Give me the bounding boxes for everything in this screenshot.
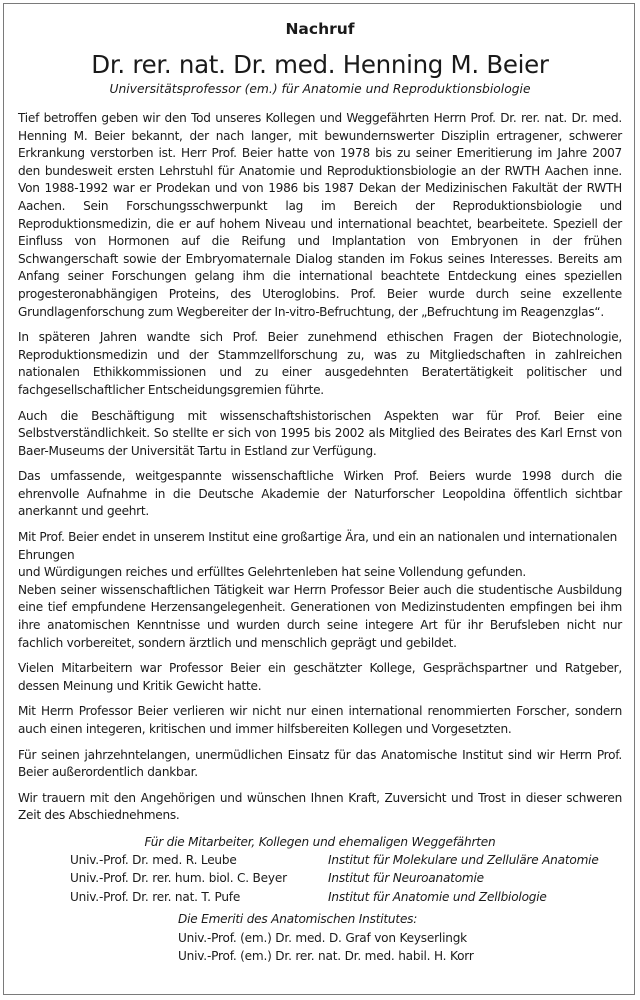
emeritus-name: Univ.-Prof. (em.) Dr. rer. nat. Dr. med. habil. H. Korr [178,949,474,963]
paragraph-era-part2: und Würdigungen reiches und erfülltes Gelehrtenleben hat seine Vollendung gefunden. [18,565,527,580]
obituary-frame [3,3,635,995]
paragraph-teaching: Neben seiner wissenschaftlichen Tätigkeit war Herrn Professor Beier auch die studentische Ausbildung eine tief empfundene Herzensangelegenheit. Generationen von Medizinstudenten empfingen bei ihm ihre anatomischen Kenntnisse und wurden durch seine integere Art für ihr Berufsleben nicht nur fachlich vorbereitet, sondern ärztlich und menschlich geprägt und gebildet. [18,582,622,650]
emeritus-name: Univ.-Prof. (em.) Dr. med. D. Graf von Keyserlingk [178,930,467,945]
paragraph-leopoldina: Das umfassende, weitgespannte wissenschaftliche Wirken Prof. Beiers wurde 1998 durch die ehrenvolle Aufnahme in die Deutsche Akademie der Naturforscher Leopoldina öffentlich sichtbar anerkannt und geehrt. [18,469,622,519]
signatory-institute: Institut für Neuroanatomie [328,871,484,886]
signatory-name: Univ.-Prof. Dr. rer. nat. T. Pufe [70,889,241,904]
paragraph-career: Tief betroffen geben wir den Tod unseres Kollegen und Weggefährten Herrn Prof. Dr. rer. nat. Dr. med. Henning M. Beier bekannt, der nach langer, mit bewundernswerter Disziplin ertragener, schwerer Erkrankung verstorben ist. Herr Prof. Beier hatte von 1978 bis zu seiner Emeritierung im Jahre 2007 den bundesweit ersten Lehrstuhl für Anatomie und Reproduktionsbiologie an der RWTH Aachen inne. Von 1988-1992 war er Prodekan und von 1986 bis 1987 Dekan der Medizinischen Fakultät der RWTH Aachen. Sein Forschungsschwerpunkt lag im Bereich der Reproduktionsbiologie und Reproduktionsmedizin, die er auf hohem Niveau und international beachtet, bearbeitete. Speziell der Einfluss von Hormonen auf die Reifung und Implantation von Embryonen in der frühen Schwangerschaft sowie der Embryomaternale Dialog standen im Fokus seines Interesses. Bereits am Anfang seiner Forschungen gelang ihm die international beachtete Entdeckung eines speziellen progesteronabhängigen Proteins, des Uteroglobins. Prof. Beier wurde durch seine exzellente Grundlagenforschung zum Wegbereiter der In-vitro-Befruchtung, der „Befruchtung im Reagenzglas“. [18,111,622,319]
signatures-intro: Für die Mitarbeiter, Kollegen und ehemaligen Weggefährten [144,834,496,849]
signatory-institute: Institut für Molekulare und Zelluläre Anatomie [328,852,599,867]
signatures-list [18,851,622,906]
signature-row [18,869,622,887]
obituary-body [18,110,622,825]
paragraph-ethics: In späteren Jahren wandte sich Prof. Beier zunehmend ethischen Fragen der Biotechnologie, Reproduktionsmedizin und der Stammzellforschung zu, was zu Mitgliedschaften in zahlreichen nationalen Ethikkommissionen und zu einer ausgedehnten Beratertätigkeit politischer und fachgesellschaftlicher Entscheidungsgremien führte. [18,330,622,397]
paragraph-condolence: Wir trauern mit den Angehörigen und wünschen Ihnen Kraft, Zuversicht und Trost in dieser schweren Zeit des Abschiednehmens. [18,790,622,823]
emeriti-block [18,910,622,965]
paragraph-thanks: Für seinen jahrzehntelangen, unermüdlichen Einsatz für das Anatomische Institut sind wir Herrn Prof. Beier außerordentlich dankbar. [18,747,622,780]
paragraph-loss: Mit Herrn Professor Beier verlieren wir nicht nur einen international renommierten Forscher, sondern auch einen integeren, kritischen und immer hilfsbereiten Kollegen und Vorgesetzten. [18,704,622,736]
paragraph-era-part1: Mit Prof. Beier endet in unserem Institut eine großartige Ära, und ein an nationalen und internationalen Ehrungen [18,530,618,562]
emeriti-label: Die Emeriti des Anatomischen Institutes: [178,912,418,927]
paragraph-history: Auch die Beschäftigung mit wissenschaftshistorischen Aspekten war für Prof. Beier eine Selbstverständlichkeit. So stellte er sich von 1995 bis 2002 als Mitglied des Beirates des Karl Ernst von Baer-Museums der Universität Tartu in Estland zur Verfügung. [18,408,622,458]
signature-row [18,888,622,906]
signatory-name: Univ.-Prof. Dr. med. R. Leube [70,852,237,867]
paragraph-colleague: Vielen Mitarbeitern war Professor Beier ein geschätzter Kollege, Gesprächspartner und Ratgeber, dessen Meinung und Kritik Gewicht hatte. [18,661,622,693]
signature-row [18,851,622,869]
deceased-position: Universitätsprofessor (em.) für Anatomie und Reproduktionsbiologie [109,82,531,96]
deceased-name: Dr. rer. nat. Dr. med. Henning M. Beier [91,50,549,79]
notice-heading: Nachruf [285,20,355,38]
signatory-institute: Institut für Anatomie und Zellbiologie [328,889,547,904]
signatory-name: Univ.-Prof. Dr. rer. hum. biol. C. Beyer [70,871,287,886]
obituary-content [18,4,622,965]
